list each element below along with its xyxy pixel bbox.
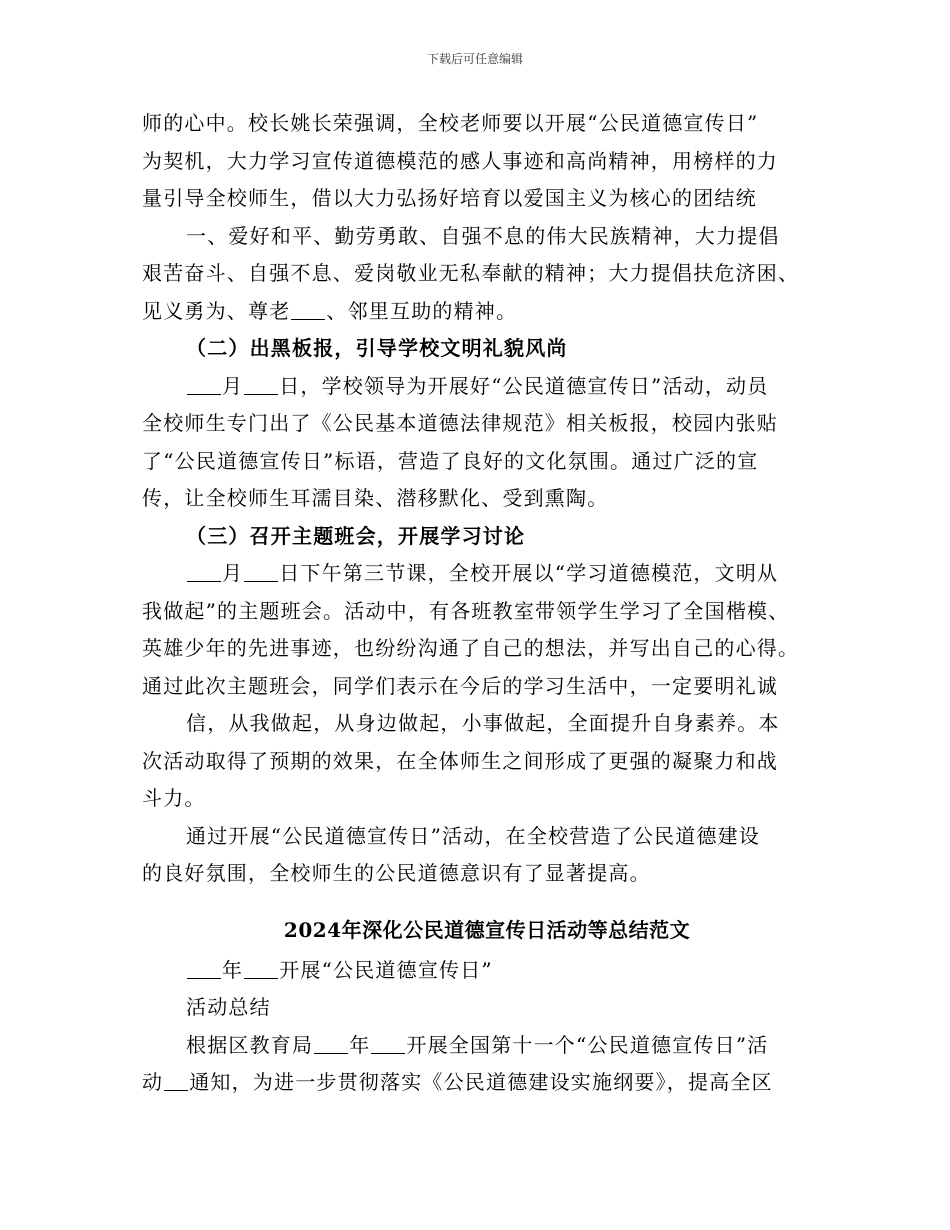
fill-blank — [164, 1070, 188, 1091]
fill-blank — [244, 561, 278, 582]
text-line: 的良好氛围，全校师生的公民道德意识有了显著提高。 — [142, 861, 651, 885]
text-segment: 开展全国第十一个“公民道德宣传日”活 — [406, 1032, 769, 1057]
text-segment: 年 — [222, 957, 244, 982]
document-body — [142, 105, 832, 1102]
text-line: 信，从我做起，从身边做起，小事做起，全面提升自身素养。本 — [186, 711, 780, 735]
text-line: 通过开展“公民道德宣传日”活动，在全校营造了公民道德建设 — [186, 823, 761, 848]
text-line: 英雄少年的先进事迹，也纷纷沟通了自己的想法，并写出自己的心得。 — [142, 636, 800, 660]
text-line: 我做起”的主题班会。活动中，有各班教室带领学生学习了全国楷模、 — [142, 598, 790, 623]
text-line: 传，让全校师生耳濡目染、潜移默化、受到熏陶。 — [142, 486, 609, 510]
text-segment: 开展“公民道德宣传日” — [279, 957, 493, 982]
text-segment: 见义勇为、尊老 — [142, 298, 291, 323]
text-segment: 日，学校领导为开展好“公民道德宣传日”活动，动员 — [279, 373, 769, 398]
text-line: 师的心中。校长姚长荣强调，全校老师要以开展“公民道德宣传日” — [142, 111, 759, 135]
text-line — [142, 293, 832, 331]
text-segment: 动 — [142, 1070, 164, 1094]
fill-blank — [314, 1033, 348, 1054]
text-line — [142, 952, 832, 990]
section-heading-3: （三）召开主题班会，开展学习讨论 — [186, 523, 526, 548]
text-line: 量引导全校师生，借以大力弘扬好培育以爱国主义为核心的团结统 — [142, 186, 757, 210]
text-line: 一、爱好和平、勤劳勇敢、自强不息的伟大民族精神，大力提倡 — [186, 223, 780, 248]
text-segment: 日下午第三节课，全校开展以“学习道德模范，文明从 — [279, 561, 779, 585]
fill-blank — [187, 958, 221, 979]
page-header: 下载后可任意编辑 — [426, 52, 523, 66]
text-line: 活动总结 — [186, 995, 271, 1019]
section-heading-2: （二）出黑板报，引导学校文明礼貌风尚 — [186, 336, 568, 360]
document-title: 2024年深化公民道德宣传日活动等总结范文 — [283, 917, 691, 942]
text-line: 斗力。 — [142, 786, 206, 810]
text-segment: 根据区教育局 — [186, 1032, 314, 1057]
text-line: 为契机，大力学习宣传道德模范的感人事迹和高尚精神，用榜样的力 — [142, 148, 778, 173]
text-line — [142, 555, 832, 593]
text-line: 艰苦奋斗、自强不息、爱岗敬业无私奉献的精神；大力提倡扶危济困、 — [142, 261, 800, 285]
text-segment: 年 — [349, 1032, 371, 1057]
text-segment: 、邻里互助的精神。 — [326, 298, 518, 323]
text-line: 全校师生专门出了《公民基本道德法律规范》相关板报，校园内张贴 — [142, 411, 778, 435]
text-segment: 月 — [222, 561, 244, 585]
fill-blank — [244, 958, 278, 979]
text-line — [142, 368, 832, 406]
text-segment: 通知，为进一步贯彻落实《公民道德建设实施纲要》，提高全区 — [189, 1070, 773, 1094]
text-segment: 月 — [222, 373, 244, 398]
text-line: 通过此次主题班会，同学们表示在今后的学习生活中，一定要明礼诚 — [142, 673, 778, 698]
fill-blank — [187, 561, 221, 582]
text-line: 了“公民道德宣传日”标语，营造了良好的文化氛围。通过广泛的宣 — [142, 448, 759, 473]
fill-blank — [291, 299, 325, 320]
text-line — [142, 1064, 832, 1102]
fill-blank — [187, 374, 221, 395]
text-line — [142, 1027, 832, 1065]
text-line: 次活动取得了预期的效果，在全体师生之间形成了更强的凝聚力和战 — [142, 748, 778, 773]
fill-blank — [371, 1033, 405, 1054]
fill-blank — [244, 374, 278, 395]
